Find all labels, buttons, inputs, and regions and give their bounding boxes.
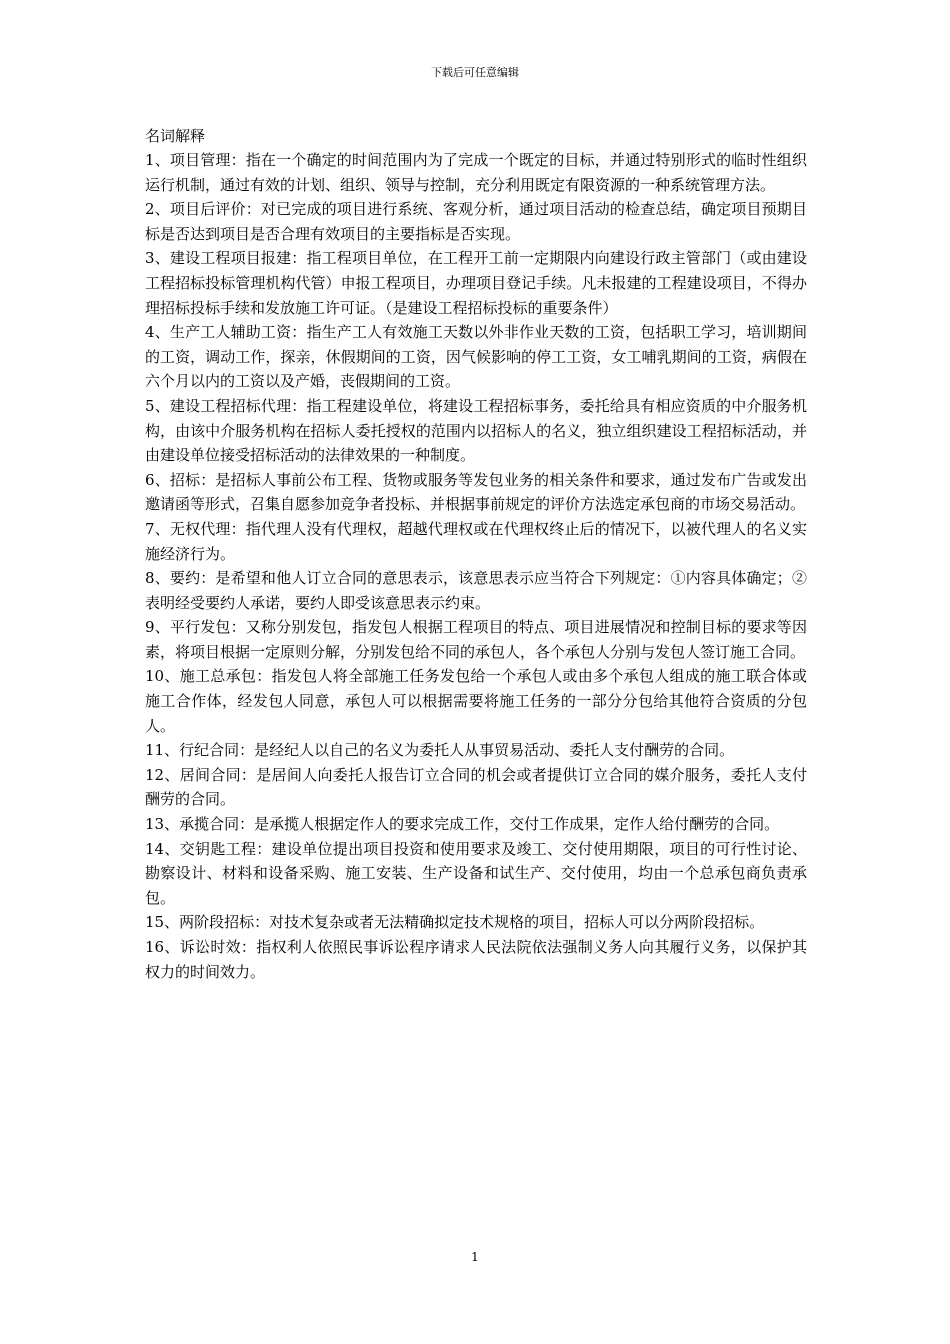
page-number: 1 xyxy=(471,1250,479,1264)
definition-entry-7: 7、无权代理：指代理人没有代理权，超越代理权或在代理权终止后的情况下，以被代理人的名义实施经济行为。 xyxy=(145,519,807,563)
definition-entry-2: 2、项目后评价：对已完成的项目进行系统、客观分析，通过项目活动的检查总结，确定项目预期目标是否达到项目是否合理有效项目的主要指标是否实现。 xyxy=(145,200,807,243)
document-title: 名词解释 xyxy=(145,127,206,145)
definition-entry-9: 9、平行发包：又称分别发包，指发包人根据工程项目的特点、项目进展情况和控制目标的要求等因素，将项目根据一定原则分解，分别发包给不同的承包人，各个承包人分别与发包人签订施工合同。 xyxy=(145,618,807,661)
definition-entry-1: 1、项目管理：指在一个确定的时间范围内为了完成一个既定的目标，并通过特别形式的临时性组织运行机制，通过有效的计划、组织、领导与控制，充分利用既定有限资源的一种系统管理方法。 xyxy=(145,151,807,194)
definition-entry-10: 10、施工总承包：指发包人将全部施工任务发包给一个承包人或由多个承包人组成的施工联合体或施工合作体，经发包人同意，承包人可以根据需要将施工任务的一部分分包给其他符合资质的分包人。 xyxy=(145,667,807,735)
definition-entry-11: 11、行纪合同：是经纪人以自己的名义为委托人从事贸易活动、委托人支付酬劳的合同。 xyxy=(145,741,735,760)
definition-entry-6: 6、招标：是招标人事前公布工程、货物或服务等发包业务的相关条件和要求，通过发布广告或发出邀请函等形式，召集自愿参加竞争者投标、并根据事前规定的评价方法选定承包商的市场交易活动。 xyxy=(145,470,807,514)
definition-entry-3: 3、建设工程项目报建：指工程项目单位，在工程开工前一定期限内向建设行政主管部门（或由建设工程招标投标管理机构代管）申报工程项目，办理项目登记手续。凡未报建的工程建设项目，不得办理招标投标手续和发放施工许可证。（是建设工程招标投标的重要条件） xyxy=(145,249,807,317)
definition-entry-5: 5、建设工程招标代理：指工程建设单位，将建设工程招标事务，委托给具有相应资质的中介服务机构，由该中介服务机构在招标人委托授权的范围内以招标人的名义，独立组织建设工程招标活动，并由建设单位接受招标活动的法律效果的一种制度。 xyxy=(145,396,807,465)
definition-entry-8: 8、要约：是希望和他人订立合同的意思表示，该意思表示应当符合下列规定：①内容具体确定；②表明经受要约人承诺，要约人即受该意思表示约束。 xyxy=(145,569,807,612)
definition-entry-12: 12、居间合同：是居间人向委托人报告订立合同的机会或者提供订立合同的媒介服务，委托人支付酬劳的合同。 xyxy=(145,765,807,809)
definition-entry-16: 16、诉讼时效：指权利人依照民事诉讼程序请求人民法院依法强制义务人向其履行义务，以保护其权力的时间效力。 xyxy=(145,938,807,981)
definition-entry-15: 15、两阶段招标：对技术复杂或者无法精确拟定技术规格的项目，招标人可以分两阶段招标。 xyxy=(145,913,765,932)
definition-entry-13: 13、承揽合同：是承揽人根据定作人的要求完成工作，交付工作成果，定作人给付酬劳的合同。 xyxy=(145,815,780,834)
definition-entry-14: 14、交钥匙工程：建设单位提出项目投资和使用要求及竣工、交付使用期限，项目的可行性讨论、勘察设计、材料和设备采购、施工安装、生产设备和试生产、交付使用，均由一个总承包商负责承包。 xyxy=(145,839,807,907)
definition-entry-4: 4、生产工人辅助工资：指生产工人有效施工天数以外非作业天数的工资，包括职工学习，培训期间的工资，调动工作，探亲，休假期间的工资，因气候影响的停工工资，女工哺乳期间的工资，病假在六个月以内的工资以及产婚，丧假期间的工资。 xyxy=(145,323,807,391)
document-body xyxy=(145,124,807,984)
page-header: 下载后可任意编辑 xyxy=(431,66,519,79)
